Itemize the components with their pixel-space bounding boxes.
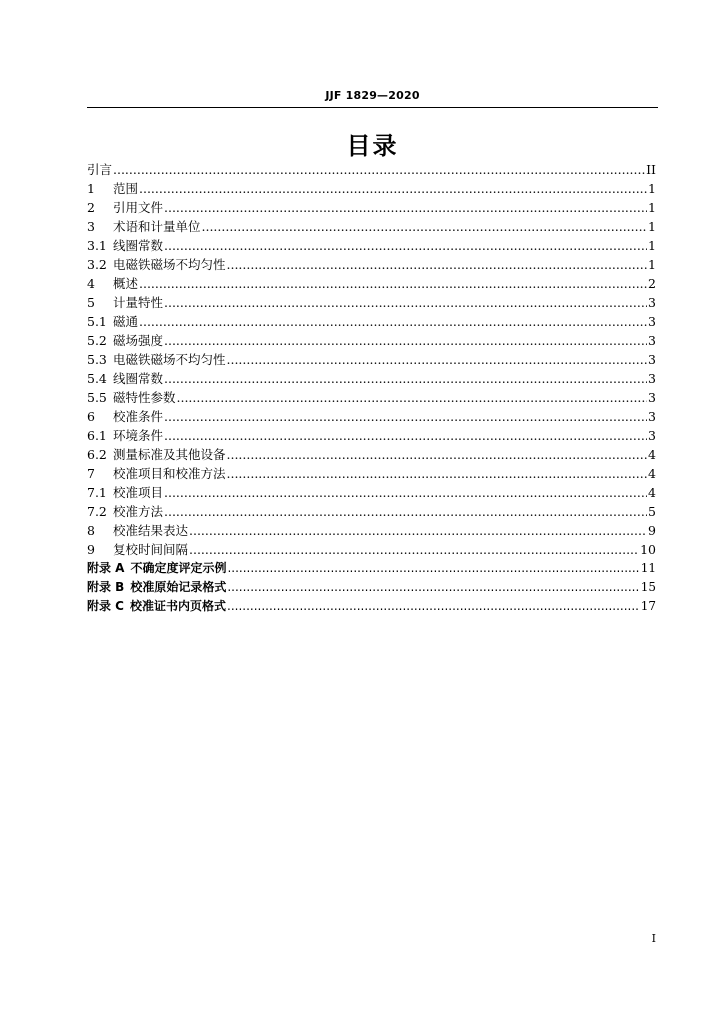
toc-entry-number: 3 [87,219,95,234]
toc-entry[interactable] [87,483,656,502]
toc-entry[interactable] [87,540,656,559]
toc-entry-page: 4 [648,447,656,462]
toc-dot-leader [139,312,647,331]
toc-entry-number: 3.2 [87,257,107,272]
toc-entry-label: 磁特性参数 [113,390,176,405]
toc-entry-label: 术语和计量单位 [113,219,201,234]
toc-dot-leader [227,350,648,369]
footer-page-number: I [651,932,656,945]
toc-entry-label: 磁场强度 [113,333,164,348]
toc-dot-leader [164,331,647,350]
toc-entry-page: II [646,162,656,177]
toc-entry[interactable] [87,293,656,312]
toc-entry-page: 10 [640,542,656,557]
toc-dot-leader [164,293,647,312]
toc-entry-number: 附录 C [87,599,124,613]
toc-entry-number: 6.1 [87,428,107,443]
toc-entry[interactable] [87,312,656,331]
toc-entry[interactable] [87,426,656,445]
toc-entry-number: 5.3 [87,352,107,367]
toc-dot-leader [227,445,648,464]
table-of-contents [87,160,656,616]
toc-entry[interactable] [87,274,656,293]
toc-entry-page: 3 [648,352,656,367]
toc-entry[interactable] [87,217,656,236]
toc-entry[interactable] [87,255,656,274]
toc-dot-leader [139,179,647,198]
toc-entry-number: 附录 A [87,561,125,575]
toc-entry-label: 范围 [113,181,139,196]
toc-dot-leader [164,369,647,388]
toc-entry[interactable] [87,597,656,616]
toc-entry-page: 3 [648,333,656,348]
toc-entry-page: 3 [648,409,656,424]
toc-entry-label: 引用文件 [113,200,164,215]
toc-entry-label: 磁通 [113,314,139,329]
toc-entry-number: 5.5 [87,390,107,405]
toc-dot-leader [202,217,648,236]
toc-dot-leader [227,559,639,578]
toc-entry[interactable] [87,350,656,369]
toc-entry-label: 线圈常数 [113,371,164,386]
toc-entry[interactable] [87,160,656,179]
toc-entry-page: 3 [648,295,656,310]
toc-entry-label: 不确定度评定示例 [130,561,227,575]
toc-entry[interactable] [87,407,656,426]
toc-entry-number: 9 [87,542,95,557]
toc-entry-label: 电磁铁磁场不均匀性 [113,352,226,367]
toc-dot-leader [189,540,639,559]
toc-entry-page: 3 [648,314,656,329]
toc-entry[interactable] [87,369,656,388]
toc-entry-number: 7.1 [87,485,107,500]
toc-entry-page: 3 [648,390,656,405]
toc-dot-leader [189,521,647,540]
toc-entry-label: 校准项目和校准方法 [113,466,226,481]
toc-entry-number: 7 [87,466,95,481]
toc-entry-label: 校准条件 [113,409,164,424]
toc-entry[interactable] [87,578,656,597]
toc-dot-leader [164,198,647,217]
toc-entry-label: 环境条件 [113,428,164,443]
toc-entry-number: 5.4 [87,371,107,386]
toc-entry[interactable] [87,445,656,464]
toc-entry-number: 7.2 [87,504,107,519]
toc-entry-label: 引言 [87,162,113,177]
toc-entry[interactable] [87,179,656,198]
toc-entry[interactable] [87,388,656,407]
toc-entry[interactable] [87,559,656,578]
toc-entry-page: 9 [648,523,656,538]
toc-dot-leader [164,426,647,445]
toc-entry-page: 2 [648,276,656,291]
toc-entry-page: 1 [648,257,656,272]
toc-entry-page: 1 [648,219,656,234]
page-title: 目录 [346,132,399,160]
toc-entry-label: 复校时间间隔 [113,542,189,557]
toc-entry-number: 8 [87,523,95,538]
toc-entry-number: 2 [87,200,95,215]
toc-entry-label: 校准原始记录格式 [130,580,227,594]
toc-dot-leader [164,502,647,521]
toc-entry-label: 校准项目 [113,485,164,500]
toc-entry-number: 4 [87,276,95,291]
toc-dot-leader [227,464,648,483]
toc-entry-page: 3 [648,371,656,386]
toc-entry-page: 11 [640,561,656,575]
toc-entry-label: 线圈常数 [113,238,164,253]
toc-entry[interactable] [87,464,656,483]
toc-dot-leader [164,236,647,255]
toc-entry-label: 概述 [113,276,139,291]
toc-dot-leader [227,597,640,616]
header-rule [87,107,658,108]
toc-entry-page: 1 [648,181,656,196]
toc-dot-leader [177,388,648,407]
toc-entry-label: 校准方法 [113,504,164,519]
toc-entry-label: 电磁铁磁场不均匀性 [113,257,226,272]
toc-entry[interactable] [87,331,656,350]
toc-entry-number: 5.1 [87,314,107,329]
toc-entry-number: 1 [87,181,95,196]
toc-entry-number: 6 [87,409,95,424]
toc-entry[interactable] [87,236,656,255]
toc-entry-page: 5 [648,504,656,519]
toc-dot-leader [164,407,647,426]
toc-entry-page: 4 [648,466,656,481]
toc-dot-leader [139,274,647,293]
toc-dot-leader [113,160,645,179]
toc-entry-page: 4 [648,485,656,500]
toc-entry-number: 附录 B [87,580,125,594]
toc-entry-page: 15 [640,580,656,594]
toc-entry-number: 5 [87,295,95,310]
toc-dot-leader [227,578,639,597]
toc-entry-label: 校准结果表达 [113,523,189,538]
toc-entry[interactable] [87,521,656,540]
toc-entry-number: 6.2 [87,447,107,462]
toc-entry[interactable] [87,502,656,521]
toc-entry-page: 1 [648,238,656,253]
toc-dot-leader [227,255,648,274]
toc-entry-page: 1 [648,200,656,215]
toc-entry[interactable] [87,198,656,217]
toc-entry-label: 测量标准及其他设备 [113,447,226,462]
toc-entry-label: 校准证书内页格式 [130,599,227,613]
document-header: JJF 1829—2020 [325,89,420,102]
toc-entry-number: 5.2 [87,333,107,348]
toc-entry-number: 3.1 [87,238,107,253]
toc-entry-page: 3 [648,428,656,443]
toc-entry-label: 计量特性 [113,295,164,310]
toc-dot-leader [164,483,647,502]
toc-entry-page: 17 [640,599,656,613]
